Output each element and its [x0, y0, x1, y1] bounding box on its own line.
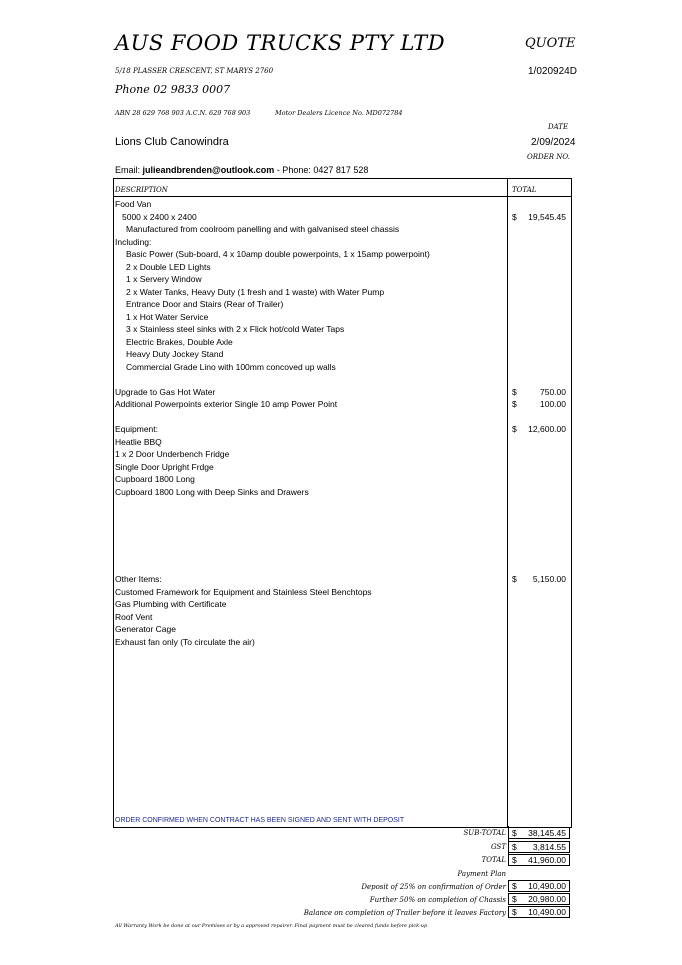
subtotal-label: SUB-TOTAL [463, 829, 506, 837]
subtotal-cell [508, 827, 570, 839]
line-item-description: 1 x 2 Door Underbench Fridge [115, 449, 230, 459]
line-item-description: Equipment: [115, 424, 158, 434]
currency-symbol: $ [512, 855, 517, 865]
line-item-description: Gas Plumbing with Certificate [115, 599, 227, 609]
line-item-description: Generator Cage [115, 624, 176, 634]
company-abn: ABN 28 629 768 903 A.C.N. 629 768 903 [115, 109, 251, 117]
line-item-description: Upgrade to Gas Hot Water [115, 386, 216, 397]
line-item-description: Cupboard 1800 Long with Deep Sinks and Drawers [115, 486, 309, 497]
further-cell [508, 893, 570, 905]
currency-symbol: $ [512, 842, 517, 852]
line-item-description: Customed Framework for Equipment and Stainless Steel Benchtops [115, 586, 372, 597]
gst-label: GST [490, 843, 506, 851]
currency-symbol: $ [512, 894, 517, 904]
line-item-description: 3 x Stainless steel sinks with 2 x Flick hot/cold Water Taps [126, 324, 345, 334]
line-item-description: Other Items: [115, 574, 162, 584]
description-header: DESCRIPTION [115, 186, 168, 194]
gst-value: 3,814.55 [532, 842, 566, 852]
gst-cell [508, 841, 570, 853]
line-item-description: 1 x Hot Water Service [126, 311, 209, 322]
order-confirmation-note: ORDER CONFIRMED WHEN CONTRACT HAS BEEN SIGNED AND SENT WITH DEPOSIT [115, 817, 405, 824]
currency-symbol: $ [512, 574, 517, 584]
dealer-licence: Motor Dealers Licence No. MD072784 [275, 109, 403, 117]
line-item-description: Food Van [115, 199, 152, 209]
company-name: AUS FOOD TRUCKS PTY LTD [115, 31, 446, 55]
amount-value: 750.00 [540, 386, 566, 397]
quote-number: 1/020924D [528, 66, 577, 77]
email-prefix: Email: [115, 165, 143, 175]
date-label: DATE [548, 123, 569, 131]
total-header: TOTAL [512, 186, 537, 194]
currency-symbol: $ [512, 399, 517, 409]
document-type: QUOTE [525, 36, 576, 51]
payment-plan-title: Payment Plan [457, 870, 506, 878]
currency-symbol: $ [512, 881, 517, 891]
line-item-description: Roof Vent [115, 611, 153, 622]
line-item-description: 2 x Water Tanks, Heavy Duty (1 fresh and 1 waste) with Water Pump [126, 286, 385, 297]
line-item-description: Basic Power (Sub-board, 4 x 10amp double powerpoints, 1 x 15amp powerpoint) [126, 249, 430, 259]
deposit-label: Deposit of 25% on confirmation of Order [361, 883, 506, 891]
client-email: julieandbrenden@outlook.com [142, 165, 275, 175]
deposit-value: 10,490.00 [528, 881, 566, 891]
currency-symbol: $ [512, 907, 517, 917]
warranty-footer: All Warranty Work be done at our Premises or by a approved repairer. Final payment must be cleared funds before pick-up [115, 923, 428, 929]
further-value: 20,980.00 [528, 894, 566, 904]
currency-symbol: $ [512, 211, 517, 222]
balance-cell [508, 906, 570, 918]
header-rule [113, 196, 571, 197]
line-item-description: Cupboard 1800 Long [115, 474, 195, 484]
amount-value: 100.00 [540, 399, 566, 409]
line-item-description: Heatlie BBQ [115, 436, 162, 447]
quote-date: 2/09/2024 [531, 137, 576, 148]
line-item-description: Single Door Upright Frdge [115, 461, 214, 472]
line-item-description: Exhaust fan only (To circulate the air) [115, 636, 255, 647]
further-label: Further 50% on completion of Chassis [369, 896, 506, 904]
order-number-label: ORDER NO. [527, 153, 570, 161]
client-phone: - Phone: 0427 817 528 [274, 165, 369, 175]
column-divider [507, 178, 508, 828]
line-item-description: Commercial Grade Lino with 100mm concoved up walls [126, 361, 336, 372]
company-address: 5/18 PLASSER CRESCENT, ST MARYS 2760 [115, 67, 274, 75]
subtotal-value: 38,145.45 [528, 828, 566, 838]
currency-symbol: $ [512, 828, 517, 838]
amount-value: 12,600.00 [528, 424, 566, 434]
line-item-description: Including: [115, 236, 152, 247]
line-item-description: Manufactured from coolroom panelling and with galvanised steel chassis [126, 224, 400, 234]
line-item-description: Electric Brakes, Double Axle [126, 336, 233, 347]
currency-symbol: $ [512, 424, 517, 434]
total-value: 41,960.00 [528, 855, 566, 865]
line-item-description: Heavy Duty Jockey Stand [126, 349, 224, 359]
line-item-description: 5000 x 2400 x 2400 [122, 211, 197, 222]
line-item-description: Additional Powerpoints exterior Single 10 amp Power Point [115, 399, 338, 409]
amount-value: 5,150.00 [532, 574, 566, 584]
total-label: TOTAL [481, 856, 506, 864]
total-cell [508, 854, 570, 866]
client-name: Lions Club Canowindra [115, 136, 229, 148]
line-item-description: 2 x Double LED Lights [126, 261, 211, 272]
line-item-description: Entrance Door and Stairs (Rear of Trailer) [126, 299, 284, 309]
balance-label: Balance on completion of Trailer before it leaves Factory [303, 909, 506, 917]
deposit-cell [508, 880, 570, 892]
company-phone: Phone 02 9833 0007 [115, 83, 231, 96]
balance-value: 10,490.00 [528, 907, 566, 917]
line-item-description: 1 x Servery Window [126, 274, 202, 284]
client-contact [115, 165, 368, 175]
amount-value: 19,545.45 [528, 211, 566, 222]
currency-symbol: $ [512, 386, 517, 397]
